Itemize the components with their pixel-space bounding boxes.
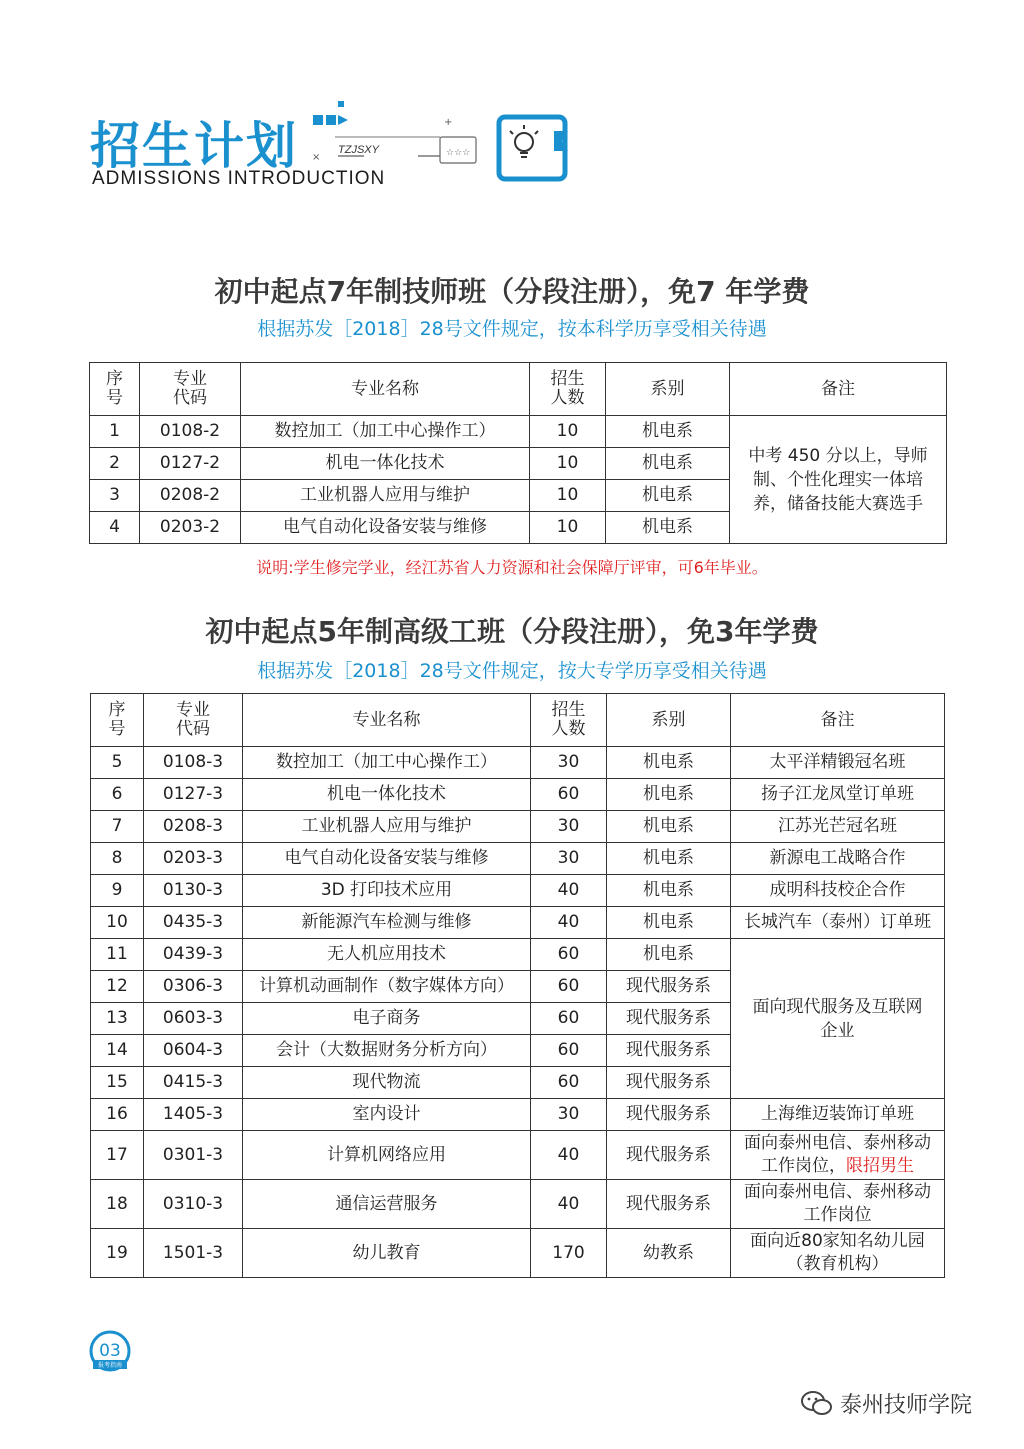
enrollment-count: 10 [530, 512, 606, 544]
department: 机电系 [606, 416, 730, 448]
table-row [91, 747, 945, 779]
header-cell: 招生人数 [530, 363, 606, 416]
major-code: 0108-2 [140, 416, 241, 448]
major-name: 幼儿教育 [243, 1229, 531, 1278]
row-number: 18 [91, 1180, 144, 1229]
table-row [91, 811, 945, 843]
page-number-badge [85, 1330, 135, 1372]
major-name: 室内设计 [243, 1099, 531, 1131]
enrollment-count: 60 [531, 1035, 607, 1067]
svg-text:×: × [312, 152, 321, 163]
enrollment-count: 30 [531, 811, 607, 843]
remark-line2: （教育机构） [786, 1254, 889, 1274]
department: 机电系 [607, 843, 731, 875]
row-number: 15 [91, 1067, 144, 1099]
enrollment-count: 10 [530, 480, 606, 512]
footer-brand: 泰州技师学院 [840, 1393, 973, 1418]
row-number: 17 [91, 1131, 144, 1180]
remark-cell [731, 1180, 945, 1229]
department: 机电系 [607, 907, 731, 939]
major-name: 会计（大数据财务分析方向） [243, 1035, 531, 1067]
major-code: 0301-3 [144, 1131, 243, 1180]
enrollment-count: 170 [531, 1229, 607, 1278]
major-name: 电气自动化设备安装与维修 [241, 512, 530, 544]
row-number: 5 [91, 747, 144, 779]
table-row [91, 843, 945, 875]
header-cell: 系别 [607, 694, 731, 747]
row-number: 1 [90, 416, 140, 448]
enrollment-count: 30 [531, 843, 607, 875]
major-code: 0127-2 [140, 448, 241, 480]
major-name: 工业机器人应用与维护 [243, 811, 531, 843]
major-code: 1405-3 [144, 1099, 243, 1131]
wechat-icon [800, 1390, 834, 1418]
major-name: 无人机应用技术 [243, 939, 531, 971]
major-name: 计算机网络应用 [243, 1131, 531, 1180]
remark-cell: 太平洋精锻冠名班 [731, 747, 945, 779]
department: 机电系 [607, 811, 731, 843]
row-number: 6 [91, 779, 144, 811]
major-code: 0435-3 [144, 907, 243, 939]
department: 机电系 [607, 747, 731, 779]
section1-subtitle: 根据苏发［2018］28号文件规定，按本科学历享受相关待遇 [257, 318, 767, 340]
page-tag: 报考指南 [97, 1362, 123, 1369]
major-name: 数控加工（加工中心操作工） [241, 416, 530, 448]
remark-cell: 长城汽车（泰州）订单班 [731, 907, 945, 939]
enrollment-count: 40 [531, 1180, 607, 1229]
merged-remark-line1: 面向现代服务及互联网 [752, 996, 923, 1017]
header-cell: 序号 [90, 363, 140, 416]
department: 现代服务系 [607, 971, 731, 1003]
section2-title: 初中起点5年制高级工班（分段注册），免3年学费 [205, 615, 819, 648]
header-cell: 专业名称 [243, 694, 531, 747]
department: 机电系 [607, 779, 731, 811]
enrollment-count: 40 [531, 907, 607, 939]
major-name: 计算机动画制作（数字媒体方向） [243, 971, 531, 1003]
major-code: 0603-3 [144, 1003, 243, 1035]
header-subtitle: ADMISSIONS INTRODUCTION [92, 168, 386, 189]
row-number: 12 [91, 971, 144, 1003]
major-code: 1501-3 [144, 1229, 243, 1278]
major-name: 电子商务 [243, 1003, 531, 1035]
plan-table-2 [90, 693, 945, 1278]
table-row [91, 1131, 945, 1180]
header-cell: 备注 [731, 694, 945, 747]
remark-line1: 面向近80家知名幼儿园 [750, 1231, 925, 1251]
page-number: 03 [99, 1341, 121, 1361]
remark-line2: 工作岗位 [803, 1205, 872, 1225]
merged-remark-line2: 企业 [820, 1020, 855, 1041]
department: 机电系 [606, 480, 730, 512]
header-cell: 系别 [606, 363, 730, 416]
table-row [91, 779, 945, 811]
table-row [91, 1180, 945, 1229]
remark-line2 [734, 1155, 941, 1178]
section1-note: 说明:学生修完学业，经江苏省人力资源和社会保障厅评审，可6年毕业。 [256, 558, 768, 577]
major-name: 3D 打印技术应用 [243, 875, 531, 907]
remark-cell: 上海维迈装饰订单班 [731, 1099, 945, 1131]
remark-cell: 江苏光芒冠名班 [731, 811, 945, 843]
row-number: 13 [91, 1003, 144, 1035]
row-number: 16 [91, 1099, 144, 1131]
major-name: 数控加工（加工中心操作工） [243, 747, 531, 779]
remark-cell: 成明科技校企合作 [731, 875, 945, 907]
department: 现代服务系 [607, 1003, 731, 1035]
department: 现代服务系 [607, 1131, 731, 1180]
table-header-row [91, 694, 945, 747]
enrollment-count: 10 [530, 448, 606, 480]
remark-cell: 新源电工战略合作 [731, 843, 945, 875]
table-row [91, 1099, 945, 1131]
section1-title: 初中起点7年制技师班（分段注册），免7 年学费 [214, 275, 810, 308]
department: 幼教系 [607, 1229, 731, 1278]
row-number: 9 [91, 875, 144, 907]
table-row [91, 875, 945, 907]
header-code: TZJSXY [338, 144, 379, 156]
remark-text: 工作岗位， [761, 1156, 846, 1176]
major-name: 机电一体化技术 [241, 448, 530, 480]
major-code: 0130-3 [144, 875, 243, 907]
major-code: 0203-3 [144, 843, 243, 875]
enrollment-count: 60 [531, 1003, 607, 1035]
header-cell: 专业代码 [144, 694, 243, 747]
major-name: 电气自动化设备安装与维修 [243, 843, 531, 875]
major-code: 0306-3 [144, 971, 243, 1003]
major-code: 0439-3 [144, 939, 243, 971]
table-row [91, 907, 945, 939]
enrollment-count: 60 [531, 939, 607, 971]
header-cell: 专业代码 [140, 363, 241, 416]
major-code: 0208-3 [144, 811, 243, 843]
department: 机电系 [606, 448, 730, 480]
header-cell: 序号 [91, 694, 144, 747]
row-number: 7 [91, 811, 144, 843]
table-header-row [90, 363, 947, 416]
enrollment-count: 60 [531, 1067, 607, 1099]
major-name: 机电一体化技术 [243, 779, 531, 811]
department: 机电系 [606, 512, 730, 544]
enrollment-count: 40 [531, 1131, 607, 1180]
major-name: 现代物流 [243, 1067, 531, 1099]
major-code: 0604-3 [144, 1035, 243, 1067]
section2-subtitle: 根据苏发［2018］28号文件规定，按大专学历享受相关待遇 [257, 660, 767, 682]
enrollment-count: 60 [531, 779, 607, 811]
major-name: 新能源汽车检测与维修 [243, 907, 531, 939]
department: 机电系 [607, 939, 731, 971]
department: 现代服务系 [607, 1099, 731, 1131]
table-row [91, 1229, 945, 1278]
row-number: 14 [91, 1035, 144, 1067]
major-code: 0108-3 [144, 747, 243, 779]
header-cell: 招生人数 [531, 694, 607, 747]
remark-cell [731, 1229, 945, 1278]
merged-remark-cell [731, 939, 945, 1099]
svg-text:☆☆☆: ☆☆☆ [446, 148, 471, 158]
remark-line1: 面向泰州电信、泰州移动 [744, 1133, 931, 1153]
enrollment-count: 40 [531, 875, 607, 907]
row-number: 11 [91, 939, 144, 971]
remark-cell: 扬子江龙凤堂订单班 [731, 779, 945, 811]
enrollment-count: 30 [531, 1099, 607, 1131]
table-row [90, 416, 947, 448]
header-title: 招生计划 [90, 117, 298, 175]
department: 现代服务系 [607, 1067, 731, 1099]
enrollment-count: 60 [531, 971, 607, 1003]
plan-table-1 [89, 362, 947, 544]
major-name: 通信运营服务 [243, 1180, 531, 1229]
department: 现代服务系 [607, 1180, 731, 1229]
header-cell: 备注 [730, 363, 947, 416]
enrollment-count: 10 [530, 416, 606, 448]
remark-cell: 中考 450 分以上，导师制、个性化理实一体培养，储备技能大赛选手 [730, 416, 947, 544]
major-code: 0127-3 [144, 779, 243, 811]
svg-text:+: + [444, 117, 453, 128]
header-cell: 专业名称 [241, 363, 530, 416]
row-number: 3 [90, 480, 140, 512]
row-number: 8 [91, 843, 144, 875]
major-code: 0208-2 [140, 480, 241, 512]
department: 现代服务系 [607, 1035, 731, 1067]
remark-line1: 面向泰州电信、泰州移动 [744, 1182, 931, 1202]
row-number: 10 [91, 907, 144, 939]
major-code: 0415-3 [144, 1067, 243, 1099]
row-number: 19 [91, 1229, 144, 1278]
remark-highlight: 限招男生 [846, 1156, 914, 1176]
row-number: 2 [90, 448, 140, 480]
row-number: 4 [90, 512, 140, 544]
major-name: 工业机器人应用与维护 [241, 480, 530, 512]
enrollment-count: 30 [531, 747, 607, 779]
major-code: 0203-2 [140, 512, 241, 544]
major-code: 0310-3 [144, 1180, 243, 1229]
remark-cell [731, 1131, 945, 1180]
department: 机电系 [607, 875, 731, 907]
header-decoration [300, 95, 590, 195]
table-row [91, 939, 945, 971]
